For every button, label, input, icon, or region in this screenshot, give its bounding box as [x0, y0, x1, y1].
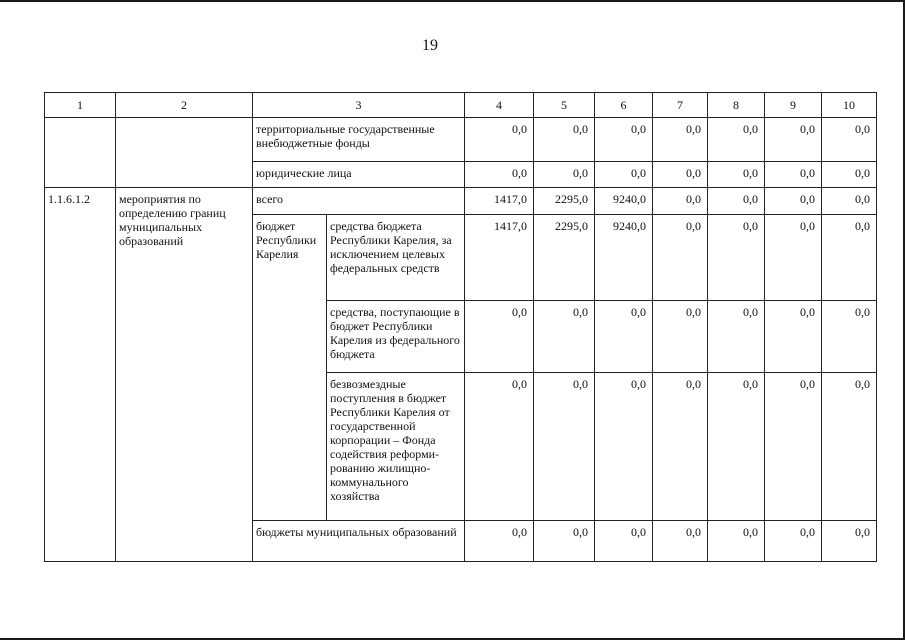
value-cell: 0,0	[653, 118, 708, 162]
value-cell: 0,0	[465, 521, 534, 562]
activity-cell: мероприятия по определению границ муниципальных образований	[116, 188, 253, 562]
value-cell: 0,0	[765, 215, 822, 301]
header-row	[45, 93, 877, 118]
row-label: юридические лица	[253, 162, 465, 188]
value-cell: 0,0	[595, 373, 653, 521]
header-cell-10: 10	[822, 93, 877, 118]
karelia-budget-cell: бюджет Республики Карелия	[253, 215, 327, 521]
value-cell: 0,0	[653, 188, 708, 215]
value-cell: 1417,0	[465, 215, 534, 301]
header-cell-6: 6	[595, 93, 653, 118]
table-row-total	[45, 188, 877, 215]
value-cell: 0,0	[708, 521, 765, 562]
value-cell: 0,0	[653, 521, 708, 562]
code-cell-empty	[45, 118, 116, 188]
header-cell-3: 3	[253, 93, 465, 118]
value-cell: 9240,0	[595, 188, 653, 215]
row-label: территориальные государственные внебюджетные фонды	[253, 118, 465, 162]
value-cell: 0,0	[534, 521, 595, 562]
code-cell: 1.1.6.1.2	[45, 188, 116, 562]
header-cell-9: 9	[765, 93, 822, 118]
scan-border-top	[0, 0, 905, 2]
value-cell: 0,0	[465, 118, 534, 162]
row-label: безвозмездные поступления в бюджет Республики Карелия от государственной корпорации – Фонда содействия реформи-рованию жилищно-коммунального хозяйства	[327, 373, 465, 521]
value-cell: 0,0	[465, 301, 534, 373]
row-label: бюджеты муниципальных образований	[253, 521, 465, 562]
value-cell: 0,0	[765, 373, 822, 521]
value-cell: 0,0	[765, 301, 822, 373]
activity-cell-empty	[116, 118, 253, 188]
value-cell: 2295,0	[534, 215, 595, 301]
value-cell: 9240,0	[595, 215, 653, 301]
value-cell: 0,0	[534, 373, 595, 521]
value-cell: 0,0	[465, 162, 534, 188]
row-label: средства, поступающие в бюджет Республики Карелия из федерального бюджета	[327, 301, 465, 373]
page-number: 19	[422, 37, 438, 54]
value-cell: 0,0	[822, 215, 877, 301]
value-cell: 0,0	[653, 162, 708, 188]
value-cell: 0,0	[653, 373, 708, 521]
value-cell: 0,0	[822, 118, 877, 162]
value-cell: 0,0	[708, 188, 765, 215]
header-cell-4: 4	[465, 93, 534, 118]
value-cell: 0,0	[653, 215, 708, 301]
value-cell: 0,0	[653, 301, 708, 373]
value-cell: 0,0	[708, 118, 765, 162]
value-cell: 2295,0	[534, 188, 595, 215]
value-cell: 0,0	[708, 162, 765, 188]
row-label: всего	[253, 188, 465, 215]
value-cell: 0,0	[822, 188, 877, 215]
value-cell: 0,0	[822, 162, 877, 188]
value-cell: 0,0	[465, 373, 534, 521]
header-cell-1: 1	[45, 93, 116, 118]
value-cell: 0,0	[765, 521, 822, 562]
value-cell: 0,0	[765, 118, 822, 162]
table-row-funds	[45, 118, 877, 162]
value-cell: 0,0	[765, 162, 822, 188]
value-cell: 0,0	[534, 301, 595, 373]
header-cell-8: 8	[708, 93, 765, 118]
value-cell: 0,0	[708, 301, 765, 373]
value-cell: 0,0	[822, 521, 877, 562]
value-cell: 0,0	[595, 301, 653, 373]
value-cell: 0,0	[765, 188, 822, 215]
header-cell-5: 5	[534, 93, 595, 118]
value-cell: 0,0	[822, 373, 877, 521]
value-cell: 1417,0	[465, 188, 534, 215]
value-cell: 0,0	[595, 118, 653, 162]
value-cell: 0,0	[595, 521, 653, 562]
value-cell: 0,0	[595, 162, 653, 188]
value-cell: 0,0	[534, 118, 595, 162]
value-cell: 0,0	[822, 301, 877, 373]
budget-table	[44, 92, 877, 562]
value-cell: 0,0	[708, 373, 765, 521]
value-cell: 0,0	[534, 162, 595, 188]
header-cell-7: 7	[653, 93, 708, 118]
header-cell-2: 2	[116, 93, 253, 118]
value-cell: 0,0	[708, 215, 765, 301]
row-label: средства бюджета Республики Карелия, за исключением целевых федеральных средств	[327, 215, 465, 301]
